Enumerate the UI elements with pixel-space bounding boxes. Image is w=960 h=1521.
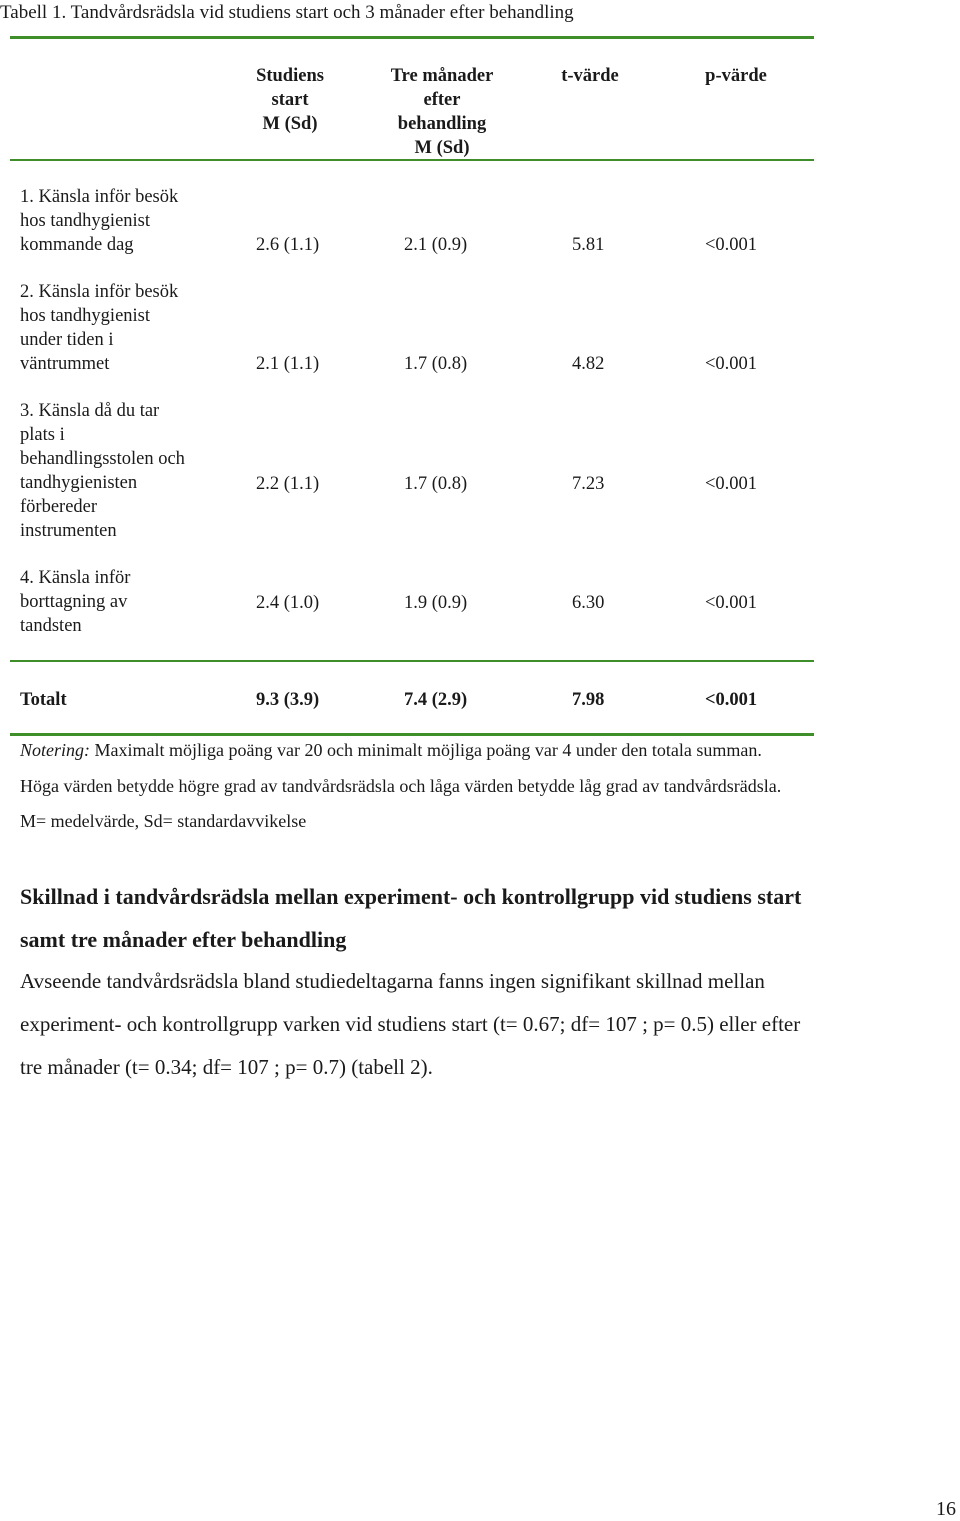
row-1-p-value: <0.001 (705, 235, 758, 255)
note-text: Maximalt möjliga poäng var 20 och minimalt möjliga poäng var 4 under den totala summan. (90, 740, 762, 760)
label-line: hos tandhygienist (20, 306, 151, 326)
body-bottom-rule (10, 660, 814, 662)
table-caption: Tabell 1. Tandvårdsrädsla vid studiens start och 3 månader efter behandling (0, 2, 574, 23)
section-heading-line-2: samt tre månader efter behandling (20, 927, 347, 952)
row-2-start: 2.1 (1.1) (256, 354, 320, 374)
header-t-value (540, 64, 640, 88)
row-3-three-months: 1.7 (0.8) (404, 474, 468, 494)
row-1-t-value: 5.81 (572, 235, 605, 255)
section-heading-line-1: Skillnad i tandvårdsrädsla mellan experiment- och kontrollgrupp vid studiens start (20, 884, 802, 909)
row-4-p-value: <0.001 (705, 593, 758, 613)
header-text: behandling (397, 114, 487, 134)
header-text: Tre månader (390, 66, 494, 86)
label-line: 4. Känsla inför (20, 568, 131, 588)
paragraph-line-1: Avseende tandvårdsrädsla bland studiedeltagarna fanns ingen signifikant skillnad mellan (20, 969, 765, 993)
row-2-label (20, 280, 178, 376)
label-line: behandlingsstolen och (20, 449, 185, 469)
total-t-value: 7.98 (572, 690, 605, 710)
total-label: Totalt (20, 690, 67, 710)
page-number: 16 (936, 1498, 956, 1520)
header-text: t-värde (561, 66, 619, 86)
label-line: tandsten (20, 616, 82, 636)
total-start: 9.3 (3.9) (256, 690, 320, 710)
header-three-months (372, 64, 512, 160)
header-text: M (Sd) (414, 138, 470, 158)
note-line-2: Höga värden betydde högre grad av tandvårdsrädsla och låga värden betydde låg grad av tandvårdsrädsla. (20, 776, 782, 796)
row-4-t-value: 6.30 (572, 593, 605, 613)
label-line: instrumenten (20, 521, 117, 541)
header-text: efter (423, 90, 461, 110)
label-line: 2. Känsla inför besök (20, 282, 179, 302)
total-three-months: 7.4 (2.9) (404, 690, 468, 710)
label-line: plats i (20, 425, 65, 445)
note-prefix: Notering: (20, 740, 90, 760)
label-line: borttagning av (20, 592, 128, 612)
row-3-start: 2.2 (1.1) (256, 474, 320, 494)
row-3-t-value: 7.23 (572, 474, 605, 494)
total-p-value: <0.001 (705, 690, 758, 710)
label-line: förbereder (20, 497, 98, 517)
header-text: p-värde (705, 66, 767, 86)
header-text: M (Sd) (262, 114, 318, 134)
row-4-three-months: 1.9 (0.9) (404, 593, 468, 613)
row-4-label (20, 566, 130, 638)
row-2-t-value: 4.82 (572, 354, 605, 374)
row-2-three-months: 1.7 (0.8) (404, 354, 468, 374)
row-3-label (20, 399, 185, 543)
note-line-1 (20, 740, 762, 761)
header-text: start (271, 90, 309, 110)
label-line: väntrummet (20, 354, 110, 374)
row-2-p-value: <0.001 (705, 354, 758, 374)
note-line-3: M= medelvärde, Sd= standardavvikelse (20, 811, 307, 831)
label-line: hos tandhygienist (20, 211, 151, 231)
header-p-value (688, 64, 784, 88)
row-3-p-value: <0.001 (705, 474, 758, 494)
row-1-label (20, 185, 178, 257)
header-study-start (240, 64, 340, 136)
header-bottom-rule (10, 159, 814, 161)
header-text: Studiens (256, 66, 324, 86)
paragraph-line-3: tre månader (t= 0.34; df= 107 ; p= 0.7) (tabell 2). (20, 1055, 433, 1079)
label-line: 1. Känsla inför besök (20, 187, 179, 207)
table-bottom-rule (10, 733, 814, 736)
label-line: kommande dag (20, 235, 134, 255)
paragraph-line-2: experiment- och kontrollgrupp varken vid studiens start (t= 0.67; df= 107 ; p= 0.5) eller efter (20, 1012, 801, 1036)
label-line: tandhygienisten (20, 473, 138, 493)
label-line: 3. Känsla då du tar (20, 401, 160, 421)
label-line: under tiden i (20, 330, 114, 350)
table-top-rule (10, 36, 814, 39)
row-1-three-months: 2.1 (0.9) (404, 235, 468, 255)
row-4-start: 2.4 (1.0) (256, 593, 320, 613)
row-1-start: 2.6 (1.1) (256, 235, 320, 255)
